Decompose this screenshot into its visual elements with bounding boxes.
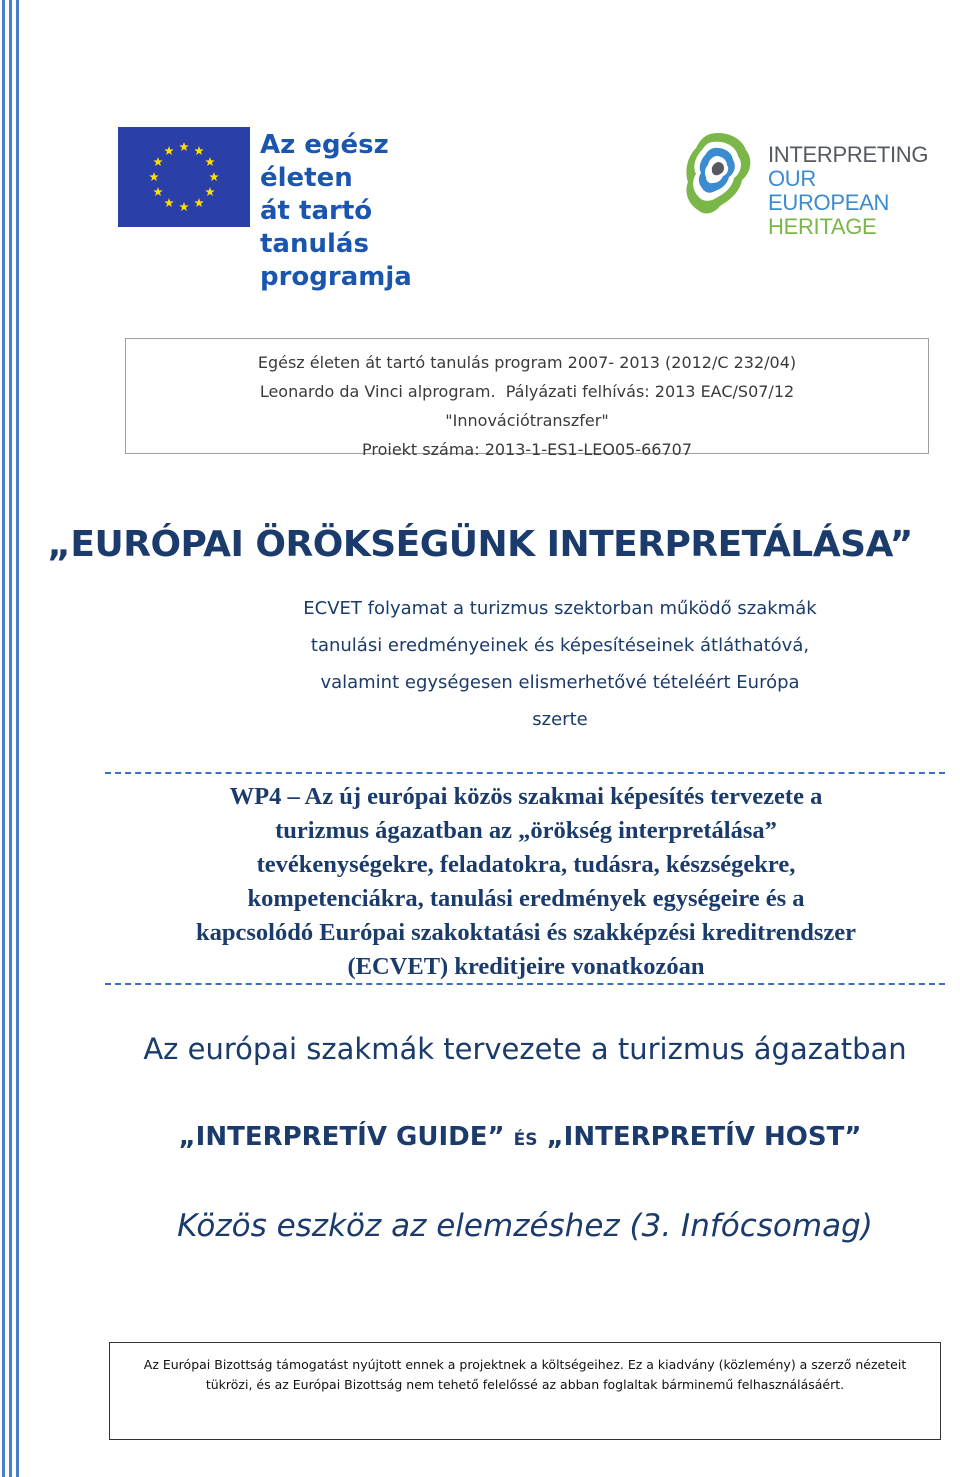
eu-logo-text xyxy=(260,129,490,294)
document-subtitle xyxy=(180,590,940,738)
wp4-line: turizmus ágazatban az „örökség interpretálása” xyxy=(275,817,777,844)
eu-star-icon xyxy=(194,146,204,155)
border-line xyxy=(2,0,5,1477)
subtitle-line: tanulási eredményeinek és képesítéseinek átláthatóvá, xyxy=(310,635,810,656)
heading-eu-draft: Az európai szakmák tervezete a turizmus ágazatban xyxy=(143,1032,907,1066)
subtitle-line: valamint egységesen elismerhetővé tételéért Európa xyxy=(320,672,800,693)
wp4-line: kapcsolódó Európai szakoktatási és szakképzési kreditrendszer xyxy=(196,919,856,946)
disclaimer-box xyxy=(109,1342,941,1440)
eu-star-icon xyxy=(179,202,189,211)
eu-star-icon xyxy=(153,157,163,166)
program-info-line: Proiekt száma: 2013-1-ES1-LEO05-66707 xyxy=(361,440,692,459)
border-line xyxy=(9,0,12,1477)
program-info-box xyxy=(125,338,929,459)
eu-star-icon xyxy=(149,172,159,181)
eu-logo-line: programja xyxy=(260,262,412,292)
eu-star-icon xyxy=(164,146,174,155)
wp4-line: kompetenciákra, tanulási eredmények egységeire és a xyxy=(247,885,805,912)
program-info-line: Egész életen át tartó tanulás program 2007- 2013 (2012/C 232/04) xyxy=(257,353,797,372)
heading-host-part: „INTERPRETÍV HOST” xyxy=(546,1122,862,1152)
heritage-logo-line: OUR EUROPEAN xyxy=(768,166,890,215)
subtitle-line: szerte xyxy=(532,709,588,730)
wp4-description xyxy=(112,780,940,984)
document-title: „EURÓPAI ÖRÖKSÉGÜNK INTERPRETÁLÁSA” xyxy=(47,524,913,565)
eu-star-icon xyxy=(179,142,189,151)
eu-star-icon xyxy=(205,187,215,196)
wp4-line: (ECVET) kreditjeire vonatkozóan xyxy=(347,953,705,980)
disclaimer-line: Az Európai Bizottság támogatást nyújtott ennek a projektnek a költségeihez. Ez a kiadvány (közlemény) a szerző nézeteit xyxy=(143,1357,907,1372)
subtitle-line: ECVET folyamat a turizmus szektorban működő szakmák xyxy=(303,598,817,619)
eu-star-icon xyxy=(194,198,204,207)
wp4-line: WP4 – Az új európai közös szakmai képesítés tervezete a xyxy=(229,783,823,810)
heading-guide-part: „INTERPRETÍV GUIDE” xyxy=(178,1122,505,1152)
heritage-map-icon xyxy=(680,130,758,220)
border-line xyxy=(16,0,19,1477)
heritage-logo-line: INTERPRETING xyxy=(768,142,929,167)
eu-star-icon xyxy=(209,172,219,181)
heading-guide-conjunction: ÉS xyxy=(513,1130,538,1150)
eu-flag-icon xyxy=(118,127,250,227)
heritage-logo-line: HERITAGE xyxy=(768,214,877,239)
program-info-line: Leonardo da Vinci alprogram. Pályázati felhívás: 2013 EAC/S07/12 xyxy=(259,382,795,401)
dashed-divider-top xyxy=(105,772,945,774)
heading-common-tool: Közös eszköz az elemzéshez (3. Infócsomag) xyxy=(177,1208,873,1244)
heritage-logo xyxy=(680,130,940,239)
disclaimer-line: tükrözi, és az Európai Bizottság nem tehető felelőssé az abban foglaltak bárminemű felhasználásáért. xyxy=(205,1377,845,1392)
heading-interpretive-roles xyxy=(0,1122,960,1152)
program-info-line: "Innovációtranszfer" xyxy=(445,411,609,430)
eu-logo-line: Az egész életen xyxy=(260,130,389,193)
eu-lifelong-learning-logo xyxy=(118,127,478,292)
dashed-divider-bottom xyxy=(105,983,945,985)
eu-star-icon xyxy=(153,187,163,196)
heritage-logo-text xyxy=(768,143,940,239)
eu-star-icon xyxy=(164,198,174,207)
eu-logo-line: át tartó tanulás xyxy=(260,196,373,259)
eu-star-icon xyxy=(205,157,215,166)
wp4-line: tevékenységekre, feladatokra, tudásra, készségekre, xyxy=(256,851,796,878)
